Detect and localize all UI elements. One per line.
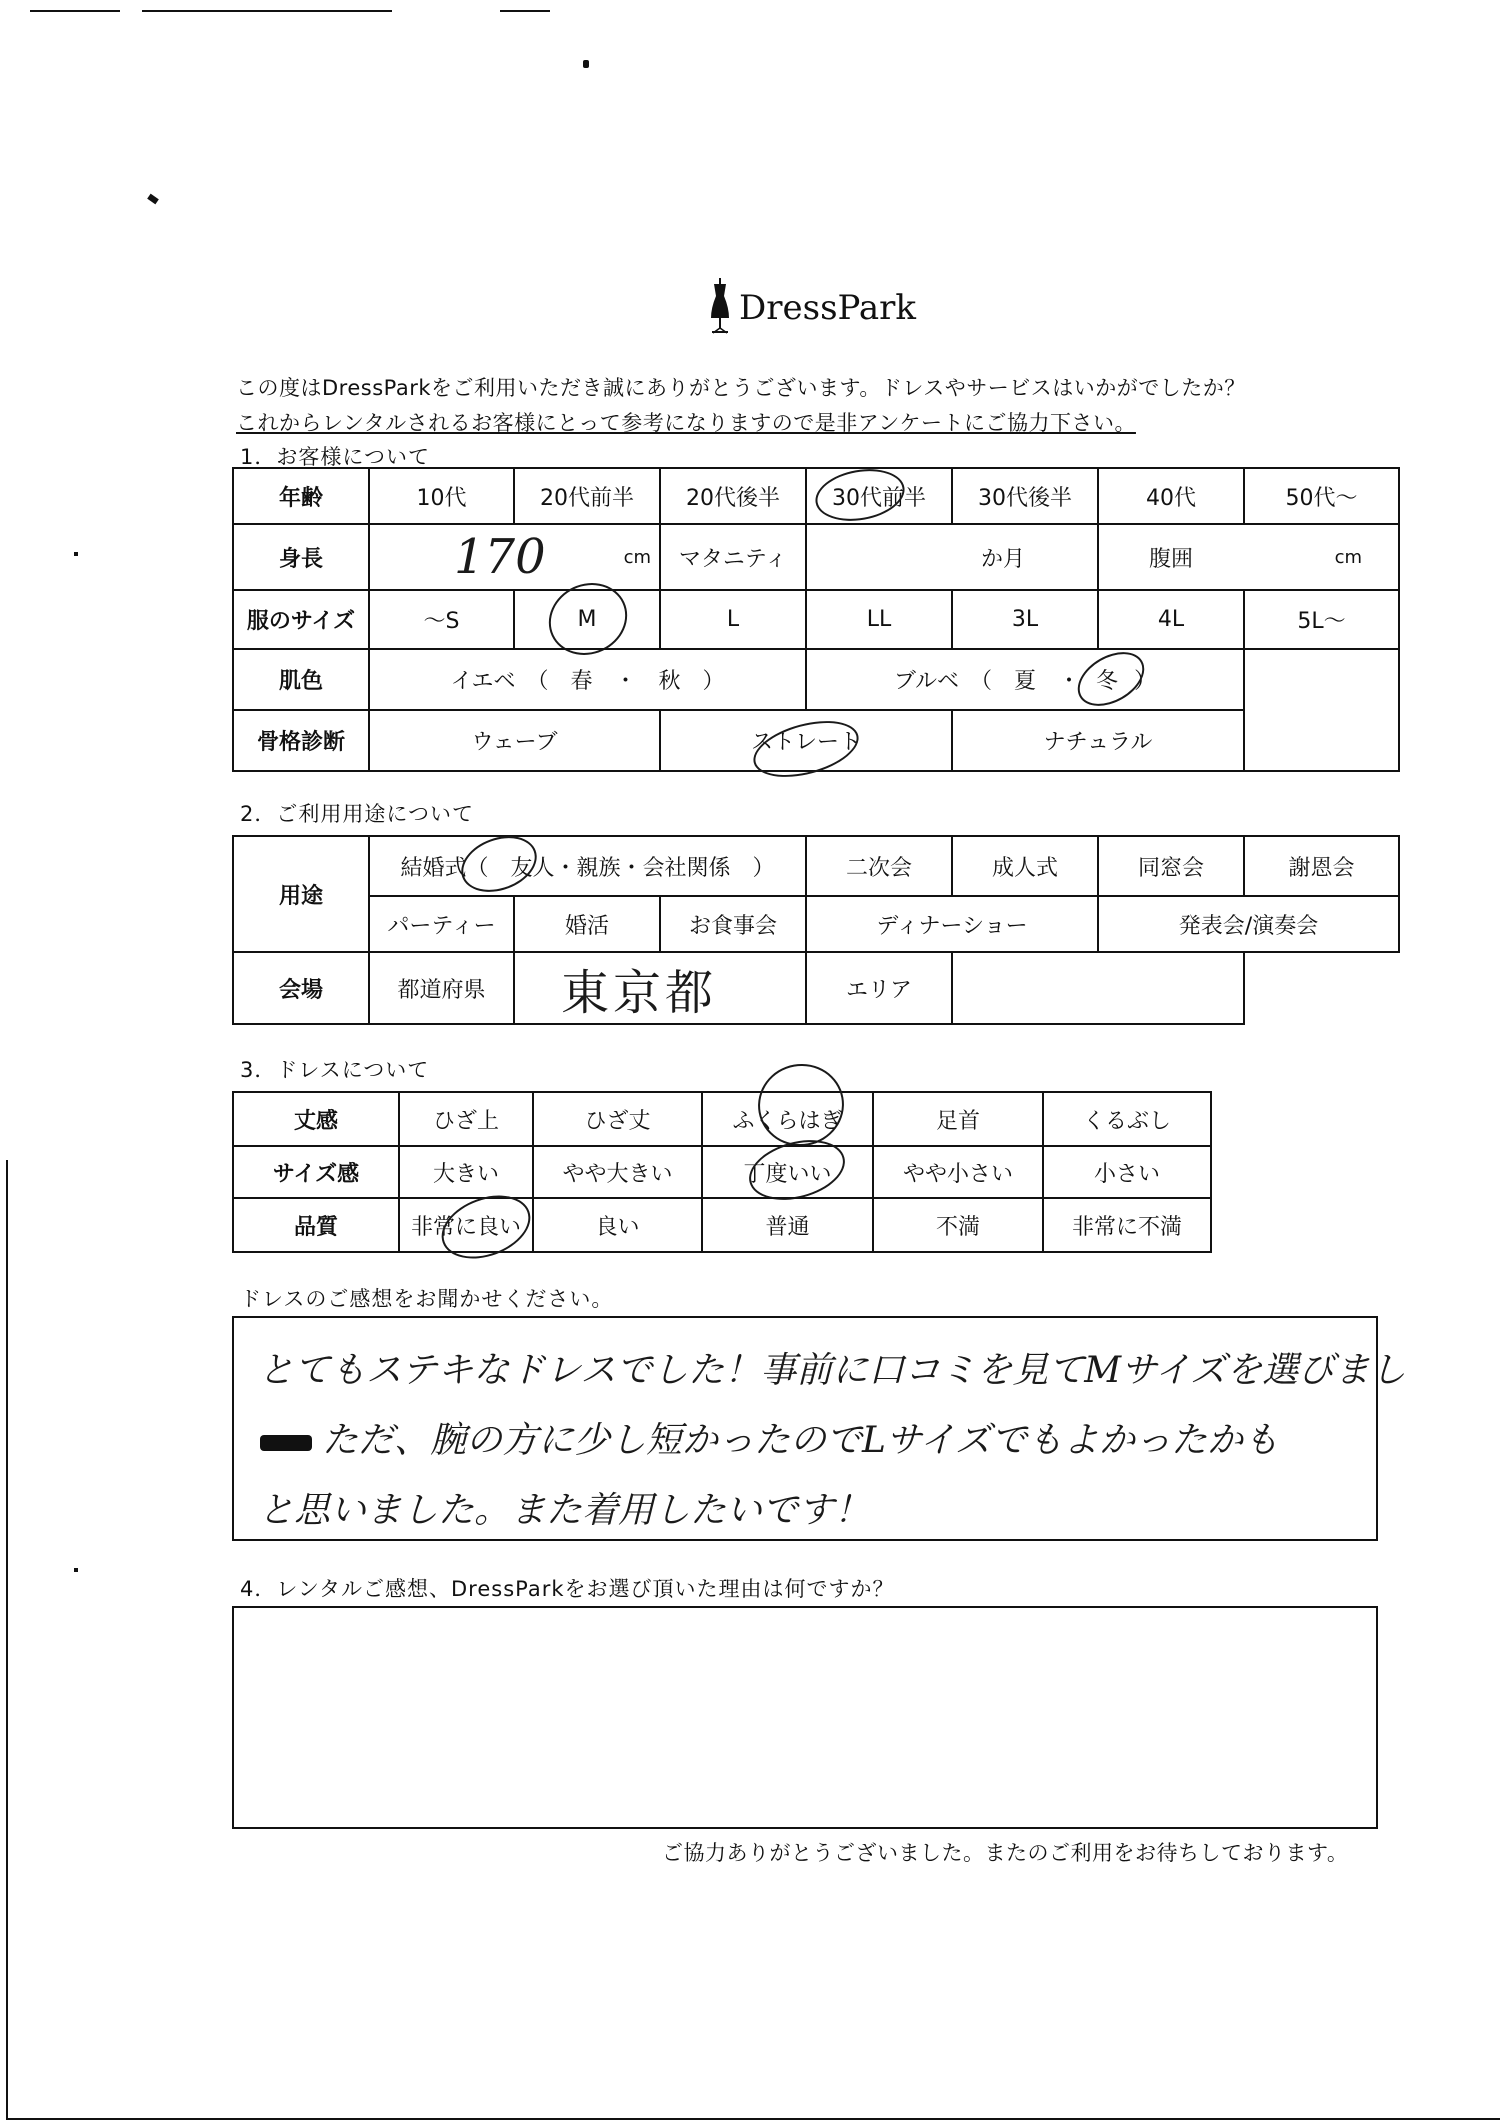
prefecture-label: 都道府県 [368,951,515,1025]
age-option[interactable]: 20代後半 [659,467,807,525]
size-option[interactable]: 5L～ [1243,589,1400,650]
scan-speck [583,60,589,68]
area-label: エリア [805,951,953,1025]
fit-option[interactable]: 小さい [1042,1145,1212,1199]
area-field[interactable] [951,951,1245,1025]
height-field[interactable] [368,523,661,591]
dress-form-icon [705,278,735,334]
rental-feedback-box[interactable] [232,1606,1378,1829]
scan-speck [147,194,159,205]
waist-field[interactable] [1097,523,1400,591]
skin-blue-winter: 冬 [1096,669,1119,694]
usage-option[interactable]: 成人式 [951,835,1099,897]
intro-line-2: これからレンタルされるお客様にとって参考になりますので是非アンケートにご協力下さい。 [236,411,1136,435]
comment-line: と思いました。また着用したいです！ [258,1490,871,1531]
scribble-mark [260,1435,312,1451]
section-3-title: 3．ドレスについて [240,1058,430,1082]
size-option[interactable]: L [659,589,807,650]
dresspark-logo [705,278,925,334]
scan-artifact [30,10,120,12]
closing-message: ご協力ありがとうございました。またのご利用をお待ちしております。 [662,1841,1349,1865]
scan-margin-line [6,1160,8,2120]
fit-option[interactable]: 大きい [398,1145,534,1199]
scan-artifact [500,10,550,12]
frame-label: 骨格診断 [232,709,370,772]
section-2-title: 2．ご利用用途について [240,802,474,826]
section-4-title: 4．レンタルご感想、DressParkをお選び頂いた理由は何ですか？ [240,1577,895,1601]
maternity-field[interactable] [805,523,1099,591]
waist-unit: cm [1334,546,1362,568]
prefecture-value: 東京都 [561,964,718,1021]
usage-option[interactable]: 発表会/演奏会 [1097,895,1400,953]
skin-blue-prefix: ブルベ （ 夏 ・ [893,669,1081,694]
length-label: 丈感 [232,1091,400,1147]
scan-speck [74,552,78,556]
quality-option[interactable]: 良い [532,1197,703,1253]
usage-option[interactable]: ディナーショー [805,895,1099,953]
scan-margin-line [6,2118,1500,2120]
skin-blue-option[interactable] [805,648,1245,711]
age-option[interactable]: 40代 [1097,467,1245,525]
frame-option[interactable]: ウェーブ [368,709,661,772]
skin-yellow-option[interactable]: イエベ （ 春 ・ 秋 ） [368,648,807,711]
age-option[interactable]: 10代 [368,467,515,525]
usage-label: 用途 [232,835,370,953]
quality-option[interactable]: 普通 [701,1197,874,1253]
height-unit: cm [623,546,651,568]
usage-option[interactable]: 婚活 [513,895,661,953]
frame-option-selected[interactable]: ストレート [659,709,953,772]
quality-label: 品質 [232,1197,400,1253]
comment-prompt: ドレスのご感想をお聞かせください。 [240,1287,614,1311]
length-option[interactable]: 足首 [872,1091,1044,1147]
age-option-selected[interactable]: 30代前半 [805,467,953,525]
age-option[interactable]: 30代後半 [951,467,1099,525]
size-option-selected[interactable]: M [513,589,661,650]
length-option-selected[interactable]: ふくらはぎ [701,1091,874,1147]
length-option[interactable]: ひざ丈 [532,1091,703,1147]
skin-label: 肌色 [232,648,370,711]
usage-option[interactable]: パーティー [368,895,515,953]
size-option[interactable]: ～S [368,589,515,650]
venue-label: 会場 [232,951,370,1025]
quality-option[interactable]: 非常に不満 [1042,1197,1212,1253]
comment-line: ただ、腕の方に少し短かったのでLサイズでもよかったかも [322,1420,1280,1461]
age-option[interactable]: 50代～ [1243,467,1400,525]
height-value: 170 [454,529,546,585]
fit-option[interactable]: やや小さい [872,1145,1044,1199]
usage-option[interactable]: 同窓会 [1097,835,1245,897]
usage-option[interactable]: お食事会 [659,895,807,953]
fit-option-selected[interactable]: 丁度いい [701,1145,874,1199]
maternity-months-unit: か月 [981,546,1026,572]
fit-option[interactable]: やや大きい [532,1145,703,1199]
size-option[interactable]: LL [805,589,953,650]
length-option[interactable]: くるぶし [1042,1091,1212,1147]
size-label: 服のサイズ [232,589,370,650]
length-option[interactable]: ひざ上 [398,1091,534,1147]
brand-name: DressPark [739,288,917,328]
quality-option-selected[interactable]: 非常に良い [398,1197,534,1253]
maternity-label: マタニティ [659,523,807,591]
skin-blue-suffix: ） [1134,669,1157,694]
quality-option[interactable]: 不満 [872,1197,1044,1253]
intro-line-1: この度はDressParkをご利用いただき誠にありがとうございます。ドレスやサービスはいかがでしたか？ [236,376,1246,400]
size-option[interactable]: 4L [1097,589,1245,650]
scan-artifact [142,10,392,12]
frame-option[interactable]: ナチュラル [951,709,1245,772]
section-1-title: 1．お客様について [240,445,430,469]
comment-line: とてもステキなドレスでした！事前に口コミを見てMサイズを選びまし [258,1350,1407,1391]
usage-wedding-option[interactable]: 結婚式（ 友人・親族・会社関係 ） [368,835,807,897]
scan-speck [74,1568,78,1572]
age-option[interactable]: 20代前半 [513,467,661,525]
height-label: 身長 [232,523,370,591]
usage-option[interactable]: 二次会 [805,835,953,897]
size-option[interactable]: 3L [951,589,1099,650]
age-label: 年齢 [232,467,370,525]
prefecture-field[interactable] [513,951,807,1025]
usage-option[interactable]: 謝恩会 [1243,835,1400,897]
waist-label: 腹囲 [1149,546,1194,572]
fit-label: サイズ感 [232,1145,400,1199]
